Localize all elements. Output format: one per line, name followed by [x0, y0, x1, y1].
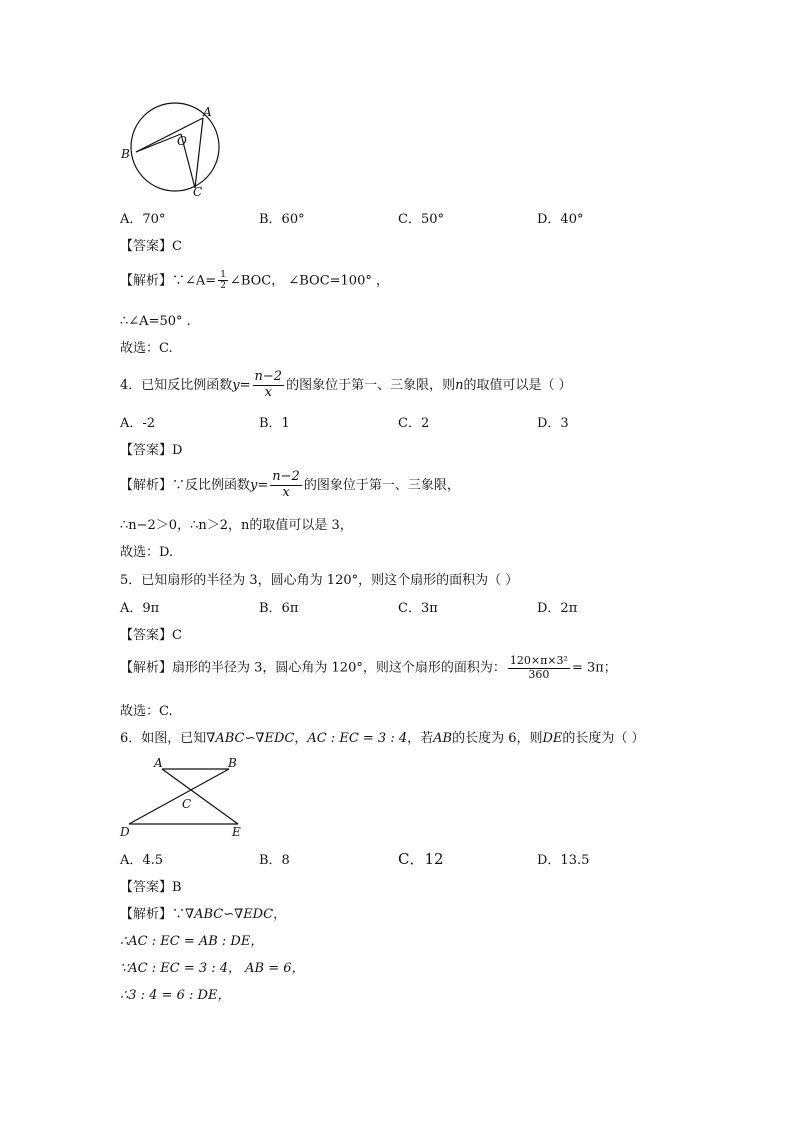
q3-option-c: C．50°	[398, 212, 444, 227]
label-d: D	[120, 825, 130, 839]
label-c: C	[193, 185, 203, 199]
circle-figure	[115, 100, 225, 200]
q4-option-a: A．-2	[120, 416, 156, 431]
q4-analysis: 【解析】∵反比例函数y= $\frac{n-2}{x}$ 的图象位于第一、三象限，	[120, 469, 460, 500]
fraction: $\frac{n-2}{x}$	[254, 369, 283, 400]
q5-option-a: A．9π	[120, 601, 160, 616]
q3-line2: ∴∠A=50° .	[120, 314, 191, 329]
q3-option-b: B．60°	[259, 212, 305, 227]
q4-stem: 4．已知反比例函数y= $\frac{n-2}{x}$ 的图象位于第一、三象限，则n的取值可以是（ ）	[120, 369, 572, 400]
q4-option-c: C．2	[398, 416, 430, 431]
q6-answer: 【答案】B	[120, 880, 182, 895]
q4-choose: 故选：D.	[120, 545, 174, 560]
q3-answer: 【答案】C	[120, 239, 182, 254]
q4-line2: ∴n−2＞0，∴n＞2，n的取值可以是 3，	[120, 518, 353, 533]
label-c: C	[182, 797, 192, 811]
triangle-figure	[115, 754, 255, 840]
label-e: E	[232, 825, 241, 839]
q5-choose: 故选：C.	[120, 704, 173, 719]
q4-option-b: B．1	[259, 416, 290, 431]
label-b: B	[121, 147, 130, 161]
q4-option-d: D．3	[537, 416, 569, 431]
q3-analysis: 【解析】∵∠A= $\frac{1}{2}$ ∠BOC， ∠BOC=100° ，	[120, 270, 389, 292]
q5-option-c: C．3π	[398, 601, 438, 616]
q3-choose: 故选：C.	[120, 341, 173, 356]
fraction: $\frac{1}{2}$	[220, 270, 226, 292]
label-o: O	[177, 134, 187, 148]
q6-option-a: A．4.5	[120, 853, 164, 868]
label-a: A	[203, 105, 212, 119]
q3-option-a: A．70°	[120, 212, 166, 227]
q6-option-d: D．13.5	[537, 853, 590, 868]
q6-analysis-line4: ∴3 : 4 = 6 : DE，	[120, 988, 231, 1003]
q6-stem: 6．如图，已知∇ABC∽∇EDC，AC : EC = 3 : 4，若AB的长度为 6，则DE的长度为（ ）	[120, 731, 645, 746]
q3-option-d: D．40°	[537, 212, 584, 227]
label-a: A	[154, 756, 163, 770]
q6-analysis-line3: ∵AC : EC = 3 : 4， AB = 6，	[120, 961, 305, 976]
q5-option-d: D．2π	[537, 601, 578, 616]
q6-analysis-line2: ∴AC : EC = AB : DE，	[120, 934, 264, 949]
q6-analysis-line1: 【解析】∵∇ABC∽∇EDC，	[120, 907, 287, 922]
q5-stem: 5．已知扇形的半径为 3，圆心角为 120°，则这个扇形的面积为（ ）	[120, 573, 519, 588]
q6-option-c: C．12	[398, 850, 444, 868]
q5-answer: 【答案】C	[120, 628, 182, 643]
q6-option-b: B．8	[259, 853, 290, 868]
q4-answer: 【答案】D	[120, 443, 183, 458]
q5-option-b: B．6π	[259, 601, 299, 616]
fraction: $\frac{\text{120×π×3²}}{360}$	[509, 654, 568, 681]
fraction: $\frac{n-2}{x}$	[272, 469, 300, 500]
q5-analysis: 【解析】扇形的半径为 3，圆心角为 120°，则这个扇形的面积为： $\frac{\text{120×π×3²}}{360}$ = 3π；	[120, 654, 617, 681]
label-b: B	[228, 756, 237, 770]
